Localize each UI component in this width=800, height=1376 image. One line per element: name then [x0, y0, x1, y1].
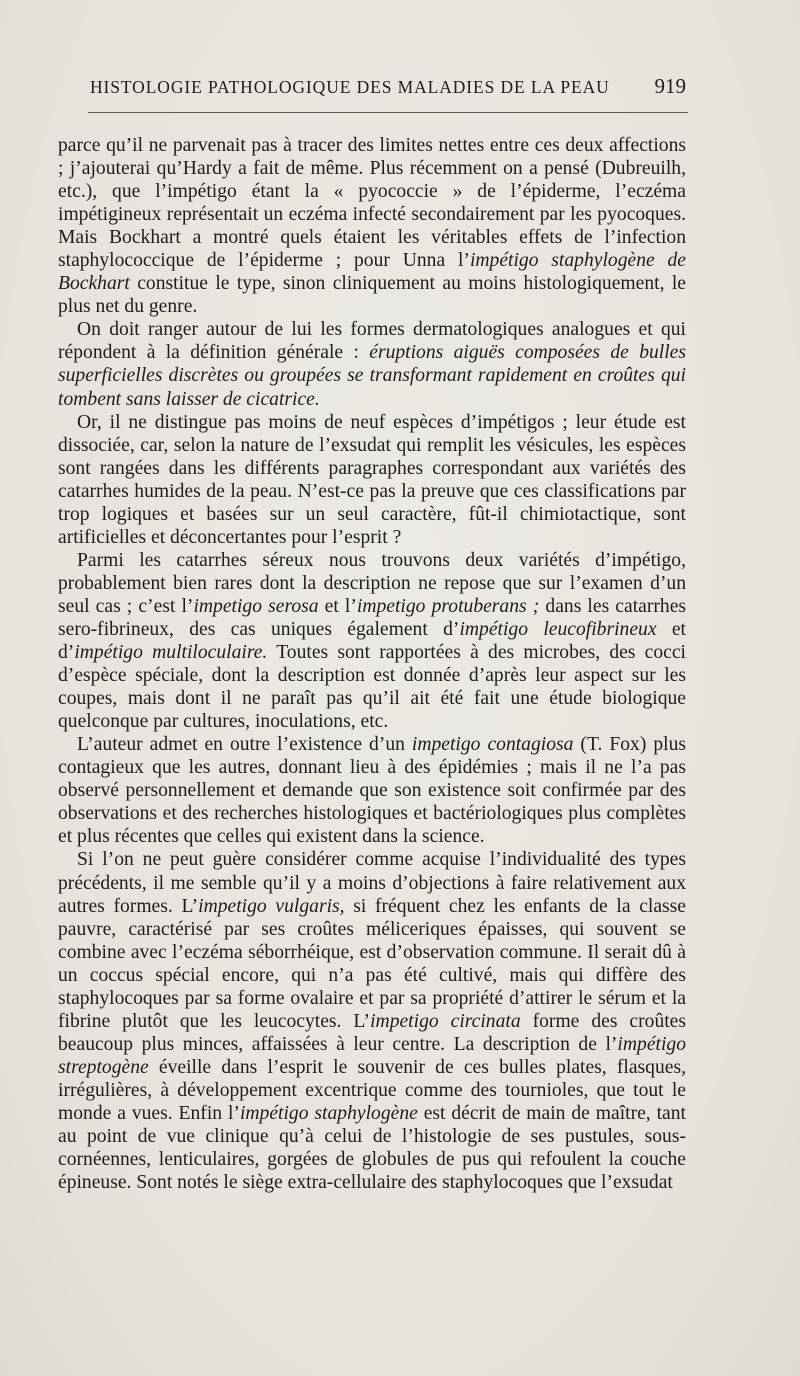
text-run: Parmi les catarrhes séreux nous trouvons deux variétés d’impétigo, probablement bien rares dont la description ne repose que sur l’examen d’un seul cas ; c’est l’: [58, 549, 686, 617]
running-title: HISTOLOGIE PATHOLOGIQUE DES MALADIES DE LA PEAU: [90, 77, 610, 97]
text-run: On doit ranger autour de lui les formes dermatologiques analogues et qui répondent à la définition générale :: [58, 319, 686, 364]
italic-term: éruptions aiguës composées de bulles superficielles discrètes ou groupées se transformant rapidement en croûtes qui tombent sans laisser de cicatrice.: [58, 342, 686, 410]
header-rule: [88, 112, 688, 113]
paragraph: [58, 134, 686, 318]
italic-term: impetigo circinata: [370, 1010, 521, 1032]
body-text: [58, 134, 686, 1194]
text-run: et d’: [58, 618, 686, 664]
text-run: forme des croûtes beaucoup plus minces, affaissées à leur centre. La description de l’: [58, 1010, 687, 1055]
italic-term: impetigo vulgaris,: [198, 895, 345, 917]
italic-term: impétigo multiloculaire.: [74, 642, 268, 664]
italic-term: impétigo streptogène: [58, 1033, 686, 1078]
italic-term: impétigo leucofibrineux: [459, 618, 657, 640]
text-run: éveille dans l’esprit le souvenir de ces bulles plates, flasques, irrégulières, à développement excentrique comme des tournioles, que tout le monde a vues. Enfin l’: [58, 1056, 686, 1124]
italic-term: impétigo staphylogène de Bockhart: [58, 250, 686, 295]
running-header: [90, 74, 686, 99]
text-run: Toutes sont rapportées à des microbes, des cocci d’espèce spéciale, dont la description est donnée d’après leur aspect sur les coupes, mais dont il ne paraît pas qu’il ait été fait une étude biologique quelconque par cultures, inoculations, etc.: [58, 642, 686, 733]
paragraph: [58, 848, 686, 1194]
text-run: (T. Fox) plus contagieux que les autres, donnant lieu à des épidémies ; mais il ne l’a pas observé personnellement et demande que son existence soit confirmée par des observations et des recherches histologiques et bactériologiques plus complètes et plus récentes que celles qui existent dans la science.: [58, 734, 686, 848]
text-run: Or, il ne distingue pas moins de neuf espèces d’impétigos ; leur étude est dissociée, car, selon la nature de l’exsudat qui remplit les vésicules, les espèces sont rangées dans les différents paragraphes correspondant aux variétés des catarrhes humides de la peau. N’est-ce pas la preuve que ces classifications par trop logiques et basées sur un seul caractère, fût-il chimiotactique, sont artificielles et déconcertantes pour l’esprit ?: [58, 411, 686, 548]
text-run: Si l’on ne peut guère considérer comme acquise l’individualité des types précédents, il me semble qu’il y a moins d’objections à faire relativement aux autres formes. L’: [58, 849, 686, 917]
text-run: est décrit de main de maître, tant au point de vue clinique qu’à celui de l’histologie de ses pustules, sous-cornéennes, lenticulaires, gorgées de globules de pus qui refoulent la couche épineuse. Sont notés le siège extra-cellulaire des staphylocoques que l’exsudat: [58, 1102, 686, 1194]
paragraph: [58, 733, 686, 848]
text-run: et l’: [318, 595, 357, 617]
italic-term: impetigo contagiosa: [411, 734, 574, 756]
italic-term: impetigo protuberans ;: [356, 595, 540, 617]
italic-term: impetigo serosa: [193, 595, 319, 617]
text-run: dans les catarrhes sero-fibrineux, des cas uniques également d’: [58, 595, 687, 640]
page-number: 919: [654, 74, 686, 98]
paragraph: [58, 318, 686, 410]
italic-term: impétigo staphylogène: [239, 1102, 418, 1124]
paragraph: [58, 549, 686, 733]
paragraph: [58, 411, 686, 549]
text-run: constitue le type, sinon cliniquement au moins histologiquement, le plus net du genre.: [58, 273, 686, 318]
text-run: L’auteur admet en outre l’existence d’un: [77, 734, 412, 756]
text-run: si fréquent chez les enfants de la classe pauvre, caractérisé par ses croûtes méliceriques épaisses, qui souvent se combine avec l’eczéma séborrhéique, est d’observation commune. Il serait dû à un coccus spécial encore, qui n’a pas été cultivé, mais qui diffère des staphylocoques par sa forme ovalaire et par sa propriété d’attirer le sérum et la fibrine plutôt que les leucocytes. L’: [58, 895, 686, 1032]
text-run: parce qu’il ne parvenait pas à tracer des limites nettes entre ces deux affections ; j’ajouterai qu’Hardy a fait de même. Plus récemment on a pensé (Dubreuilh, etc.), que l’impétigo étant la « pyococcie » de l’épiderme, l’eczéma impétigineux représentait un eczéma infecté secondairement par les pyocoques. Mais Bockhart a montré quels étaient les véritables effets de l’infection staphylococcique de l’épiderme ; pour Unna l’: [58, 135, 686, 272]
